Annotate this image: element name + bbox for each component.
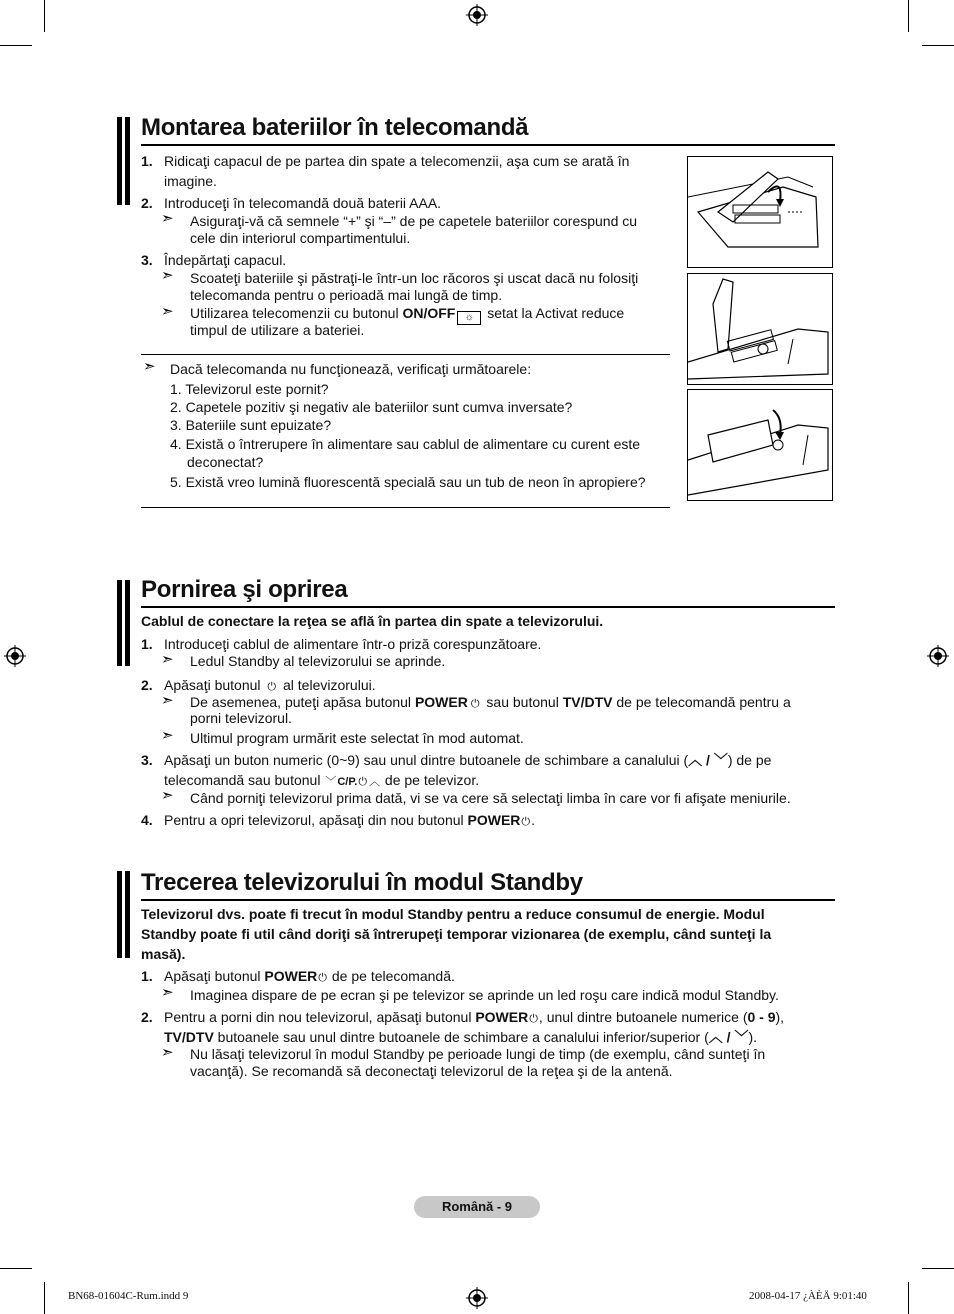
registration-mark-icon	[927, 645, 949, 667]
step-number: 2.	[141, 677, 153, 693]
page-number-badge: Română - 9	[414, 1196, 540, 1218]
step-text: Îndepărtaţi capacul.	[164, 252, 287, 268]
arrow-note-icon: ➣	[161, 1044, 174, 1061]
note-text-part: setat la Activat reduce	[483, 305, 625, 321]
step-number: 3.	[141, 752, 153, 768]
step-text: Introduceţi cablul de alimentare într-o priză corespunzătoare.	[164, 636, 542, 652]
onoff-label: ON/OFF	[402, 305, 456, 321]
note-text-part: Utilizarea telecomenzii cu butonul	[190, 305, 403, 321]
chevron-up-icon: ︿	[708, 1029, 723, 1045]
title-rule	[141, 899, 835, 901]
step-text-part: ).	[748, 1029, 757, 1045]
step-number: 1.	[141, 153, 153, 169]
step-text-part: ),	[775, 1009, 785, 1025]
trouble-item: deconectat?	[187, 454, 264, 470]
arrow-note-icon: ➣	[161, 692, 174, 709]
arrow-note-icon: ➣	[161, 210, 174, 227]
crop-mark	[0, 45, 32, 46]
section-title-standby: Trecerea televizorului în modul Standby	[141, 869, 583, 896]
divider	[141, 507, 670, 508]
arrow-note-icon: ➣	[161, 267, 174, 284]
power-icon: ⏻	[318, 972, 327, 984]
power-icon: ⏻	[267, 681, 277, 693]
trouble-item: 5. Există vreo lumină fluorescentă specială sau un tub de neon în apropiere?	[170, 474, 646, 490]
slash-separator: /	[722, 1029, 735, 1045]
step-text	[164, 812, 535, 831]
note-text-part: De asemenea, puteţi apăsa butonul	[190, 694, 415, 710]
step-text: Introduceţi în telecomandă două baterii AAA.	[164, 195, 442, 211]
trouble-item: 3. Bateriile sunt epuizate?	[170, 417, 332, 433]
section-bar	[117, 580, 122, 666]
crop-mark	[922, 1268, 954, 1269]
step-text	[164, 968, 455, 987]
step-text-part: Pentru a porni din nou televizorul, apăsaţi butonul	[164, 1009, 476, 1025]
arrow-note-icon: ➣	[161, 303, 174, 320]
power-icon: ⏻	[521, 816, 531, 828]
step-number: 2.	[141, 1009, 153, 1025]
note-text: porni televizorul.	[190, 710, 292, 726]
step-text: Ridicaţi capacul de pe partea din spate a telecomenzii, aşa cum se arată în	[164, 153, 630, 169]
slash-separator: /	[702, 752, 714, 768]
lamp-icon: ☼	[457, 311, 481, 325]
crop-mark	[0, 1268, 32, 1269]
crop-mark	[908, 0, 909, 32]
note-text: Când porniţi televizorul prima dată, vi se va cere să selectaţi limba în care vor fi afişate meniurile.	[190, 790, 791, 806]
trouble-item: 2. Capetele pozitiv şi negativ ale bateriilor sunt cumva inversate?	[170, 399, 573, 415]
step-text-part: telecomandă sau butonul	[164, 772, 325, 788]
step-text-part: de pe telecomandă.	[328, 968, 455, 984]
step-text	[164, 752, 771, 769]
step-number: 2.	[141, 195, 153, 211]
section-bar	[125, 871, 130, 958]
title-rule	[141, 144, 835, 146]
crop-mark	[922, 45, 954, 46]
trouble-item: 4. Există o întrerupere în alimentare sau cablul de alimentare cu curent este	[170, 436, 641, 452]
crop-mark	[44, 1282, 45, 1314]
step-text-part: , unul dintre butoanele numerice (	[538, 1009, 748, 1025]
note-text: Ultimul program urmărit este selectat în mod automat.	[190, 730, 524, 746]
illustration-insert-batteries	[687, 273, 833, 385]
tvdtv-label: TV/DTV	[164, 1029, 214, 1045]
chevron-down-icon: ﹀	[734, 1029, 749, 1045]
arrow-note-icon: ➣	[161, 787, 174, 804]
section-title-batteries: Montarea bateriilor în telecomandă	[141, 114, 529, 141]
section-intro: masă).	[141, 946, 186, 962]
step-number: 1.	[141, 968, 153, 984]
arrow-note-icon: ➣	[161, 984, 174, 1001]
power-icon: ⏻	[529, 1013, 538, 1025]
step-text: imagine.	[164, 173, 217, 189]
section-bar	[117, 117, 122, 205]
tvdtv-label: TV/DTV	[562, 694, 613, 710]
power-icon: ⏻	[470, 698, 480, 710]
registration-mark-icon	[466, 1287, 488, 1309]
arrow-note-icon: ➣	[161, 727, 174, 744]
step-text-part: .	[531, 812, 536, 828]
power-label: POWER	[467, 812, 521, 828]
power-label: POWER	[475, 1009, 529, 1025]
note-text: Ledul Standby al televizorului se aprinde.	[190, 653, 446, 669]
note-text: telecomanda pentru o perioadă mai lungă de timp.	[190, 287, 503, 303]
step-text	[164, 1009, 784, 1028]
crop-mark	[44, 0, 45, 32]
footer-timestamp: 2008-04-17 ¿ÀÈÄ 9:01:40	[749, 1290, 867, 1302]
chevron-up-icon: ︿	[369, 776, 381, 788]
power-icon: ⏻	[358, 776, 368, 788]
note-text-part: sau butonul	[482, 694, 563, 710]
section-bar	[125, 117, 130, 205]
step-text	[164, 772, 479, 791]
section-title-power: Pornirea şi oprirea	[141, 576, 348, 603]
note-text-part: de pe telecomandă pentru a	[612, 694, 791, 710]
crop-mark	[908, 1282, 909, 1314]
trouble-item: 1. Televizorul este pornit?	[170, 381, 329, 397]
arrow-note-icon: ➣	[143, 358, 156, 375]
chevron-down-icon: ﹀	[713, 752, 728, 768]
note-text: Scoateţi bateriile şi păstraţi-le într-un loc răcoros şi uscat dacă nu folosiţi	[190, 270, 639, 286]
power-label: POWER	[264, 968, 318, 984]
footer-filename: BN68-01604C-Rum.indd 9	[68, 1290, 189, 1302]
step-text-part: Apăsaţi butonul	[164, 968, 265, 984]
step-text-part: ) de pe	[727, 752, 772, 768]
section-intro: Televizorul dvs. poate fi trecut în modul Standby pentru a reduce consumul de energie. Modul	[141, 906, 765, 922]
section-bar	[125, 580, 130, 666]
note-text: Imaginea dispare de pe ecran şi pe televizor se aprinde un led roşu care indică modul Standby.	[190, 987, 779, 1003]
number-range: 0 - 9	[747, 1009, 776, 1025]
step-number: 1.	[141, 636, 153, 652]
step-text-part: Apăsaţi butonul	[164, 677, 265, 693]
chevron-down-icon: ﹀	[325, 776, 337, 788]
section-intro: Standby poate fi util când doriţi să întrerupeţi temporar vizionarea (de exemplu, când sunteţi la	[141, 926, 772, 942]
registration-mark-icon	[4, 645, 26, 667]
trouble-intro: Dacă telecomanda nu funcţionează, verificaţi următoarele:	[170, 361, 532, 377]
arrow-note-icon: ➣	[161, 651, 174, 668]
note-text: vacanţă). Se recomandă să deconectaţi televizorul de la reţea şi de la antenă.	[190, 1063, 673, 1079]
note-text: Asiguraţi-vă că semnele “+” şi “–” de pe capetele bateriilor corespund cu	[190, 213, 638, 229]
step-number: 3.	[141, 252, 153, 268]
step-text-part: Apăsaţi un buton numeric (0~9) sau unul dintre butoanele de schimbare a canalului (	[164, 752, 689, 768]
section-bar	[117, 871, 122, 958]
registration-mark-icon	[466, 4, 488, 26]
step-text-part: butoanele sau unul dintre butoanele de schimbare a canalului inferior/superior (	[213, 1029, 709, 1045]
note-text: Nu lăsaţi televizorul în modul Standby pe perioade lungi de timp (de exemplu, când sunteţi în	[190, 1046, 766, 1062]
step-number: 4.	[141, 812, 153, 828]
note-text: cele din interiorul compartimentului.	[190, 230, 411, 246]
step-text-part: Pentru a opri televizorul, apăsaţi din nou butonul	[164, 812, 468, 828]
illustration-close-cover	[687, 389, 833, 501]
chevron-up-icon: ︿	[688, 752, 703, 768]
step-text-part: al televizorului.	[279, 677, 376, 693]
title-rule	[141, 606, 835, 608]
step-text-part: de pe televizor.	[381, 772, 480, 788]
power-label: POWER	[414, 694, 468, 710]
note-text: timpul de utilizare a bateriei.	[190, 322, 365, 338]
section-intro: Cablul de conectare la reţea se află în partea din spate a televizorului.	[141, 613, 604, 629]
step-text	[164, 1029, 757, 1046]
divider	[141, 354, 670, 355]
cp-label: C/P.	[337, 776, 358, 788]
illustration-open-cover	[687, 156, 833, 268]
